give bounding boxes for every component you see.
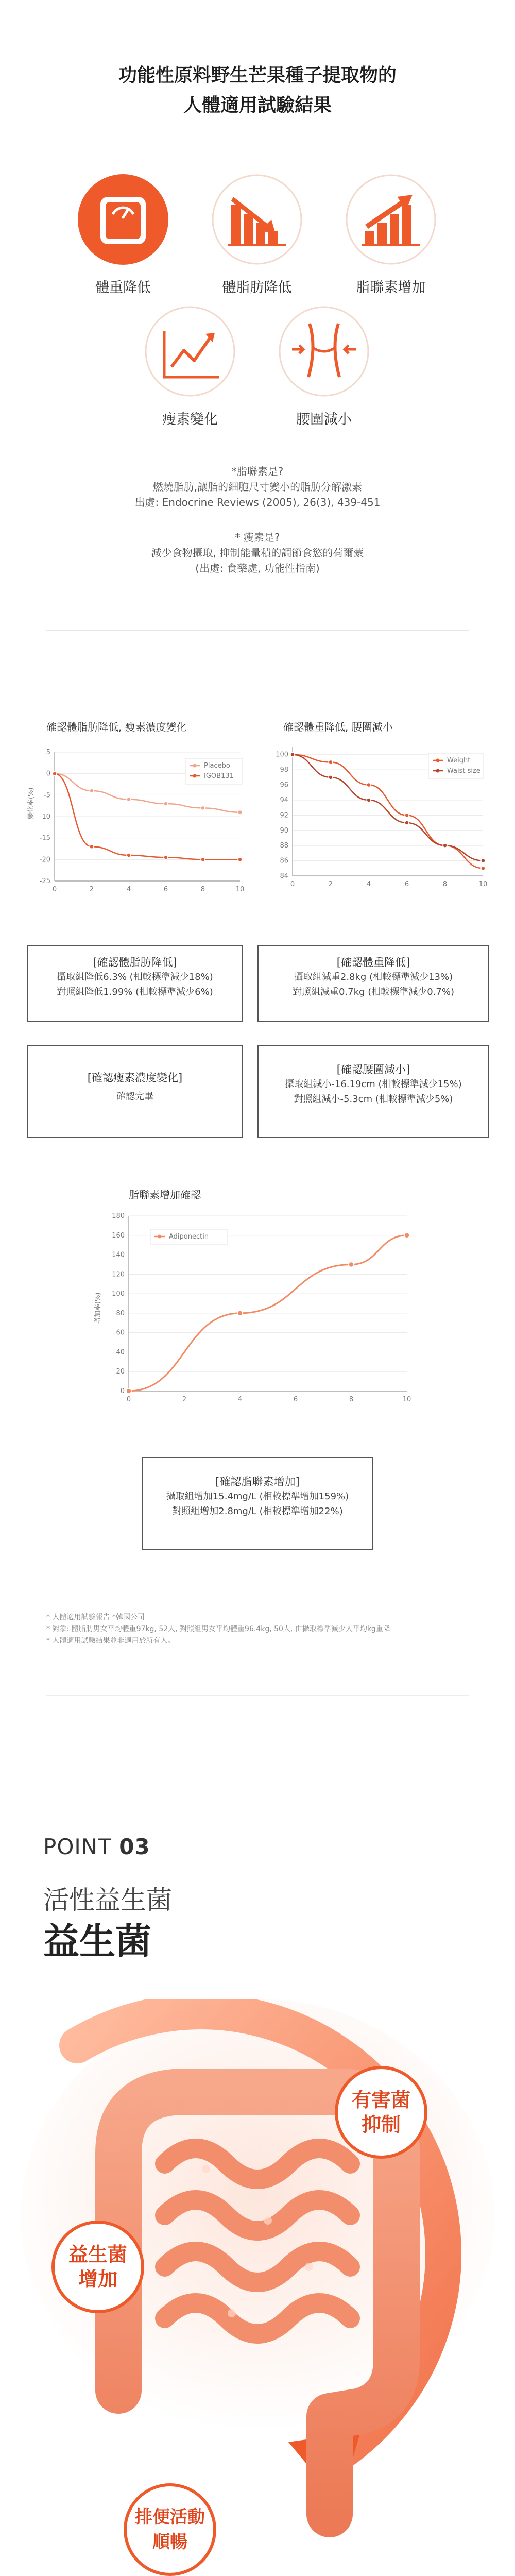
legend-marker — [436, 759, 440, 762]
data-point — [237, 1311, 243, 1316]
x-tick-label: 8 — [200, 886, 205, 893]
y-tick-label: -25 — [39, 877, 50, 885]
legend-marker — [436, 769, 440, 773]
note-source: 出處: Endocrine Reviews (2005), 26(3), 439-451 — [134, 496, 381, 509]
result-line: 攝取組減重2.8kg (相較標準減少13%) — [294, 972, 453, 982]
x-tick-label: 8 — [349, 1396, 354, 1403]
section-divider — [46, 1695, 469, 1696]
y-tick-label: 92 — [280, 811, 288, 820]
bubble-harmful-bacteria-suppression: 有害菌 抑制 — [335, 2066, 427, 2159]
icon-body-fat-loss — [198, 173, 316, 296]
result-title: [確認體脂肪降低] — [93, 956, 177, 969]
bubble-bowel-movement: 排便活動 順暢 — [124, 2483, 216, 2576]
result-box-adiponectin — [142, 1457, 373, 1550]
y-tick-label: 94 — [280, 796, 288, 804]
icon-label-waist: 腰圍減小 — [296, 412, 352, 428]
legend-marker — [193, 774, 197, 778]
line-chart-icon — [144, 305, 236, 398]
legend-entry: Placebo — [204, 762, 230, 770]
data-point — [238, 857, 242, 861]
chart-title: 確認體重降低, 腰圍減小 — [283, 721, 393, 733]
icon-weight-loss — [64, 173, 182, 296]
y-axis-label: 增加率(%) — [94, 1292, 102, 1324]
weight-waist-chart — [268, 716, 494, 902]
y-tick-label: 120 — [112, 1270, 125, 1279]
y-tick-label: 86 — [280, 857, 288, 865]
trial-results-section — [0, 0, 515, 670]
result-title: [確認腰圍減小] — [336, 1063, 410, 1076]
result-box-body-fat — [27, 945, 243, 1022]
icon-label-body-fat: 體脂肪降低 — [222, 280, 292, 296]
data-point — [481, 859, 485, 863]
result-title: [確認瘦素濃度變化] — [87, 1072, 183, 1084]
probiotic-title: 益生菌 — [43, 1920, 151, 1962]
bar-chart-up-icon — [345, 173, 437, 266]
x-tick-label: 0 — [126, 1396, 131, 1403]
data-point — [367, 798, 371, 802]
icon-waist-reduction — [265, 305, 383, 428]
note-heading-adiponectin: *脂聯素是? — [231, 465, 284, 478]
data-point — [329, 760, 333, 764]
x-tick-label: 0 — [52, 886, 57, 893]
result-box-weight — [258, 945, 489, 1022]
icon-label-leptin: 瘦素變化 — [162, 412, 218, 428]
data-point — [90, 789, 94, 793]
data-point — [481, 866, 485, 870]
leptin-note — [0, 530, 515, 576]
data-point — [53, 772, 57, 776]
result-box-leptin — [27, 1045, 243, 1138]
note-source: (出處: 食藥處, 功能性指南) — [195, 562, 320, 574]
icon-label-weight: 體重降低 — [95, 280, 151, 296]
y-tick-label: 40 — [116, 1348, 125, 1357]
y-tick-label: 140 — [112, 1251, 125, 1259]
note-heading-leptin: * 瘦素是? — [235, 531, 280, 544]
point-number: 03 — [119, 1834, 150, 1859]
data-point — [367, 783, 371, 787]
data-point — [127, 853, 131, 857]
y-tick-label: 98 — [280, 766, 288, 774]
waist-icon — [278, 305, 370, 398]
data-point — [164, 802, 168, 806]
x-tick-label: 2 — [182, 1396, 187, 1403]
bubble-probiotic-increase: 益生菌 增加 — [52, 2221, 144, 2313]
adiponectin-note — [0, 464, 515, 510]
result-line: 對照組增加2.8mg/L (相較標準增加22%) — [172, 1506, 343, 1517]
result-line: 確認完畢 — [116, 1091, 153, 1102]
icon-label-adiponectin: 脂聯素增加 — [356, 280, 426, 296]
x-tick-label: 6 — [163, 886, 168, 893]
legend-entry: Weight — [447, 757, 471, 765]
y-tick-label: 180 — [112, 1212, 125, 1220]
chart-title: 脂聯素增加確認 — [129, 1189, 201, 1201]
scale-icon — [77, 173, 169, 266]
title-line-2: 人體適用試驗結果 — [183, 95, 332, 116]
y-tick-label: 5 — [46, 749, 50, 756]
legend-marker — [193, 764, 197, 768]
x-tick-label: 2 — [328, 880, 333, 888]
icon-adiponectin-increase — [332, 173, 450, 296]
y-tick-label: 90 — [280, 826, 288, 835]
result-line: 對照組減小-5.3cm (相較標準減少5%) — [294, 1094, 453, 1105]
footnote: * 人體適用試驗報告 *韓國公司 — [46, 1613, 145, 1621]
y-axis-label: 變化率(%) — [27, 787, 35, 819]
data-point — [201, 857, 205, 861]
adiponectin-chart — [93, 1185, 422, 1422]
result-line: 對照組降低1.99% (相較標準減少6%) — [57, 987, 213, 997]
result-title: [確認體重降低] — [336, 956, 410, 969]
data-point — [90, 844, 94, 849]
result-line: 攝取組減小-16.19cm (相較標準減少15%) — [285, 1079, 462, 1090]
legend-entry: IGOB131 — [204, 772, 234, 780]
point-label — [43, 1834, 150, 1859]
legend-marker — [158, 1235, 162, 1239]
data-point — [127, 798, 131, 802]
y-tick-label: 96 — [280, 781, 288, 789]
data-point — [164, 855, 168, 859]
y-tick-label: 88 — [280, 842, 288, 850]
note-line: 減少食物攝取, 抑制能量積的調節食慾的荷爾蒙 — [151, 547, 364, 559]
y-tick-label: 160 — [112, 1231, 125, 1240]
section-title — [0, 61, 515, 121]
bar-chart-down-icon — [211, 173, 303, 266]
note-line: 燃燒脂肪,讓脂的細胞尺寸變小的脂肪分解激素 — [152, 481, 363, 493]
y-tick-label: -20 — [39, 856, 50, 864]
data-point — [404, 1233, 409, 1238]
result-title: [確認脂聯素增加] — [215, 1476, 300, 1488]
legend-entry: Adiponectin — [169, 1233, 209, 1241]
x-tick-label: 6 — [404, 880, 409, 888]
data-point — [405, 821, 409, 825]
footnote: * 人體適用試驗結果並非適用於所有人。 — [46, 1637, 175, 1645]
y-tick-label: 84 — [280, 872, 288, 880]
y-tick-label: -15 — [39, 834, 50, 842]
legend-entry: Waist size — [447, 767, 480, 775]
y-tick-label: 80 — [116, 1309, 125, 1317]
x-tick-label: 10 — [478, 880, 488, 888]
section-divider — [46, 630, 469, 631]
result-line: 對照組減重0.7kg (相較標準減少0.7%) — [293, 987, 454, 997]
y-tick-label: 0 — [46, 770, 50, 778]
x-tick-label: 4 — [237, 1396, 243, 1403]
y-tick-label: 60 — [116, 1329, 125, 1337]
x-tick-label: 10 — [235, 886, 245, 893]
data-point — [349, 1262, 354, 1267]
data-point — [238, 810, 242, 815]
x-tick-label: 2 — [89, 886, 94, 893]
y-tick-label: 100 — [276, 751, 288, 759]
footnotes — [46, 1612, 469, 1647]
y-tick-label: -5 — [44, 791, 50, 800]
icon-leptin-change — [131, 305, 249, 428]
probiotic-subtitle: 活性益生菌 — [43, 1885, 172, 1915]
x-tick-label: 4 — [366, 880, 371, 888]
title-line-1: 功能性原料野生芒果種子提取物的 — [118, 65, 397, 86]
chart-title: 確認體脂肪降低, 瘦素濃度變化 — [46, 721, 187, 733]
point-prefix: POINT — [43, 1834, 119, 1859]
x-tick-label: 4 — [126, 886, 131, 893]
x-tick-label: 8 — [442, 880, 448, 888]
data-point — [329, 775, 333, 779]
data-point — [201, 806, 205, 810]
y-tick-label: 0 — [120, 1387, 125, 1395]
fat-leptin-chart — [26, 716, 252, 902]
result-line: 攝取組增加15.4mg/L (相較標準增加159%) — [166, 1491, 349, 1502]
footnote: * 對象: 體脂肪男女平均體重97kg, 52人, 對照組男女平均體重96.4kg, 50人, 由攝取標準減少人平均kg重降 — [46, 1625, 390, 1633]
x-tick-label: 10 — [402, 1396, 411, 1403]
x-tick-label: 6 — [293, 1396, 298, 1403]
result-box-waist — [258, 1045, 489, 1138]
data-point — [290, 753, 295, 757]
data-point — [405, 813, 409, 817]
y-tick-label: -10 — [39, 813, 50, 821]
data-point — [126, 1388, 131, 1394]
y-tick-label: 100 — [112, 1290, 125, 1298]
data-point — [443, 843, 447, 848]
result-line: 攝取組降低6.3% (相較標準減少18%) — [57, 972, 213, 982]
x-tick-label: 0 — [290, 880, 295, 888]
y-tick-label: 20 — [116, 1368, 125, 1376]
